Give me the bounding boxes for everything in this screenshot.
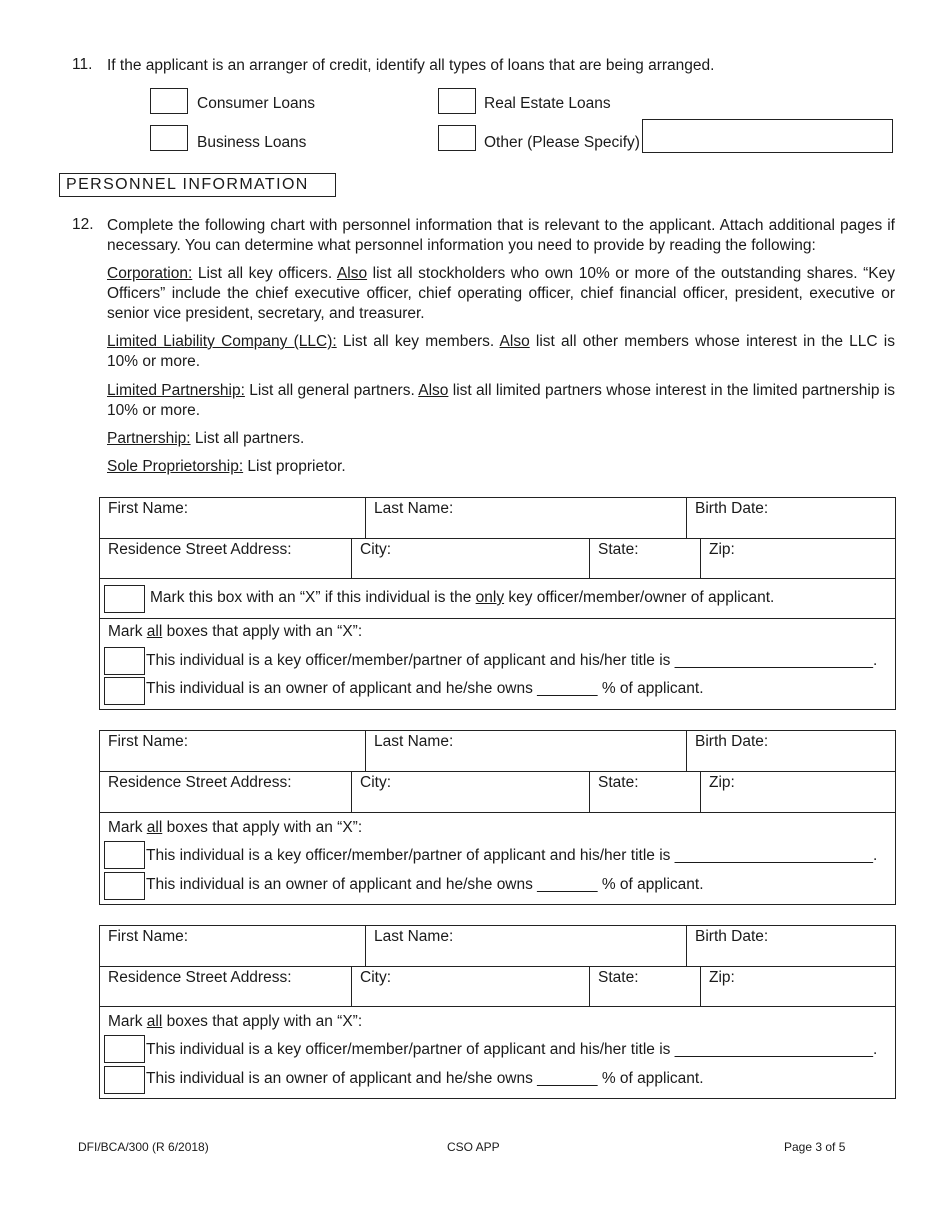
- consumer-loans-checkbox[interactable]: [150, 88, 188, 114]
- llc-paragraph: [107, 332, 895, 372]
- owner-text: This individual is an owner of applicant and he/she owns _______ % of applicant.: [146, 876, 704, 893]
- mark-all: all: [146, 819, 163, 836]
- street-address-field[interactable]: [100, 967, 351, 1006]
- key-officer-checkbox[interactable]: [104, 647, 145, 675]
- first-name-field[interactable]: [100, 731, 365, 771]
- city-label: City:: [360, 969, 391, 986]
- other-loans-label: Other (Please Specify): [484, 134, 640, 151]
- corporation-text-b: list all stockholders who own 10% or more of the outstanding shares. “Key Officers” include the chief executive officer, chief operating officer, chief financial officer, president, executive or senior vice president, secretary, and treasurer.: [107, 265, 895, 322]
- partnership-label: Partnership:: [107, 430, 191, 447]
- roles-row: [100, 1007, 895, 1098]
- only-owner-checkbox[interactable]: [104, 585, 145, 613]
- mark-post: boxes that apply with an “X”:: [162, 819, 363, 836]
- name-row: [100, 498, 895, 539]
- mark-all: all: [146, 623, 163, 640]
- lp-paragraph: [107, 381, 895, 421]
- personnel-information-header: PERSONNEL INFORMATION: [59, 173, 336, 197]
- last-name-label: Last Name:: [374, 928, 454, 945]
- mark-post: boxes that apply with an “X”:: [162, 623, 363, 640]
- corporation-paragraph: [107, 264, 895, 324]
- state-field[interactable]: [589, 967, 700, 1006]
- only-text-pre: Mark this box with an “X” if this individual is the: [150, 589, 476, 606]
- partnership-text: List all partners.: [190, 430, 305, 447]
- zip-field[interactable]: [700, 967, 895, 1006]
- footer-form-id: DFI/BCA/300 (R 6/2018): [78, 1140, 209, 1154]
- zip-label: Zip:: [709, 774, 735, 791]
- name-row: [100, 926, 895, 967]
- last-name-field[interactable]: [365, 926, 686, 966]
- llc-text-a: List all key members.: [336, 333, 500, 350]
- state-label: State:: [598, 541, 639, 558]
- first-name-label: First Name:: [108, 928, 189, 945]
- birth-date-field[interactable]: [686, 731, 895, 771]
- owner-text: This individual is an owner of applicant and he/she owns _______ % of applicant.: [146, 680, 704, 697]
- footer-center: CSO APP: [447, 1140, 500, 1154]
- personnel-card-3: [99, 925, 896, 1099]
- name-row: [100, 731, 895, 772]
- roles-row: [100, 813, 895, 904]
- zip-field[interactable]: [700, 772, 895, 812]
- address-row: [100, 772, 895, 813]
- city-label: City:: [360, 541, 391, 558]
- mark-pre: Mark: [108, 623, 147, 640]
- lp-label: Limited Partnership:: [107, 382, 245, 399]
- only-owner-row: [100, 579, 895, 619]
- owner-checkbox[interactable]: [104, 872, 145, 900]
- question-12-number: 12.: [72, 216, 94, 233]
- only-text-post: key officer/member/owner of applicant.: [504, 589, 775, 606]
- birth-date-field[interactable]: [686, 926, 895, 966]
- business-loans-checkbox[interactable]: [150, 125, 188, 151]
- other-loans-checkbox[interactable]: [438, 125, 476, 151]
- question-11-text: If the applicant is an arranger of credit, identify all types of loans that are being arranged.: [107, 57, 715, 74]
- real-estate-loans-label: Real Estate Loans: [484, 95, 611, 112]
- street-address-label: Residence Street Address:: [108, 774, 292, 791]
- key-officer-checkbox[interactable]: [104, 841, 145, 869]
- mark-all-instruction: [108, 623, 362, 641]
- sole-paragraph: [107, 457, 346, 477]
- state-label: State:: [598, 969, 639, 986]
- mark-all-instruction: [108, 1013, 362, 1031]
- state-field[interactable]: [589, 772, 700, 812]
- question-11-number: 11.: [72, 56, 93, 73]
- partnership-paragraph: [107, 429, 304, 449]
- birth-date-label: Birth Date:: [695, 928, 769, 945]
- birth-date-label: Birth Date:: [695, 733, 769, 750]
- mark-post: boxes that apply with an “X”:: [162, 1013, 363, 1030]
- owner-checkbox[interactable]: [104, 677, 145, 705]
- state-label: State:: [598, 774, 639, 791]
- corporation-text-a: List all key officers.: [192, 265, 337, 282]
- lp-text-a: List all general partners.: [244, 382, 419, 399]
- real-estate-loans-checkbox[interactable]: [438, 88, 476, 114]
- roles-row: [100, 619, 895, 709]
- first-name-field[interactable]: [100, 498, 365, 538]
- mark-all-instruction: [108, 819, 362, 837]
- birth-date-label: Birth Date:: [695, 500, 769, 517]
- key-officer-text: This individual is a key officer/member/partner of applicant and his/her title is _______________________.: [146, 1041, 878, 1058]
- address-row: [100, 967, 895, 1007]
- mark-pre: Mark: [108, 1013, 147, 1030]
- llc-text-b: list all other members whose interest in the LLC is 10% or more.: [107, 333, 896, 370]
- owner-text: This individual is an owner of applicant and he/she owns _______ % of applicant.: [146, 1070, 704, 1087]
- birth-date-field[interactable]: [686, 498, 895, 538]
- city-label: City:: [360, 774, 391, 791]
- key-officer-checkbox[interactable]: [104, 1035, 145, 1063]
- only-text-word: only: [475, 589, 505, 606]
- mark-all: all: [146, 1013, 163, 1030]
- zip-label: Zip:: [709, 541, 735, 558]
- first-name-label: First Name:: [108, 733, 189, 750]
- corporation-label: Corporation:: [107, 265, 193, 282]
- first-name-field[interactable]: [100, 926, 365, 966]
- city-field[interactable]: [351, 539, 589, 578]
- personnel-card-2: [99, 730, 896, 905]
- sole-label: Sole Proprietorship:: [107, 458, 244, 475]
- street-address-field[interactable]: [100, 772, 351, 812]
- owner-checkbox[interactable]: [104, 1066, 145, 1094]
- key-officer-text: This individual is a key officer/member/partner of applicant and his/her title is _______________________.: [146, 652, 878, 669]
- street-address-field[interactable]: [100, 539, 351, 578]
- only-owner-text: [150, 589, 774, 607]
- sole-text: List proprietor.: [243, 458, 346, 475]
- address-row: [100, 539, 895, 579]
- first-name-label: First Name:: [108, 500, 189, 517]
- street-address-label: Residence Street Address:: [108, 541, 292, 558]
- zip-label: Zip:: [709, 969, 735, 986]
- consumer-loans-label: Consumer Loans: [197, 95, 316, 112]
- city-field[interactable]: [351, 967, 589, 1006]
- mark-pre: Mark: [108, 819, 147, 836]
- key-officer-text: This individual is a key officer/member/partner of applicant and his/her title is _______________________.: [146, 847, 878, 864]
- street-address-label: Residence Street Address:: [108, 969, 292, 986]
- lp-also: Also: [418, 382, 449, 399]
- llc-also: Also: [499, 333, 530, 350]
- last-name-label: Last Name:: [374, 500, 454, 517]
- last-name-label: Last Name:: [374, 733, 454, 750]
- footer-page-number: Page 3 of 5: [784, 1140, 846, 1154]
- llc-label: Limited Liability Company (LLC):: [107, 333, 337, 350]
- lp-text-b: list all limited partners whose interest in the limited partnership is 10% or more.: [107, 382, 896, 419]
- business-loans-label: Business Loans: [197, 134, 307, 151]
- city-field[interactable]: [351, 772, 589, 812]
- zip-field[interactable]: [700, 539, 895, 578]
- last-name-field[interactable]: [365, 498, 686, 538]
- other-specify-input[interactable]: [642, 119, 893, 153]
- question-12-intro: Complete the following chart with personnel information that is relevant to the applicant. Attach additional pages if necessary. You can determine what personnel information you need to provide by reading the following:: [107, 217, 895, 254]
- corporation-also: Also: [336, 265, 368, 282]
- last-name-field[interactable]: [365, 731, 686, 771]
- state-field[interactable]: [589, 539, 700, 578]
- personnel-card-1: [99, 497, 896, 710]
